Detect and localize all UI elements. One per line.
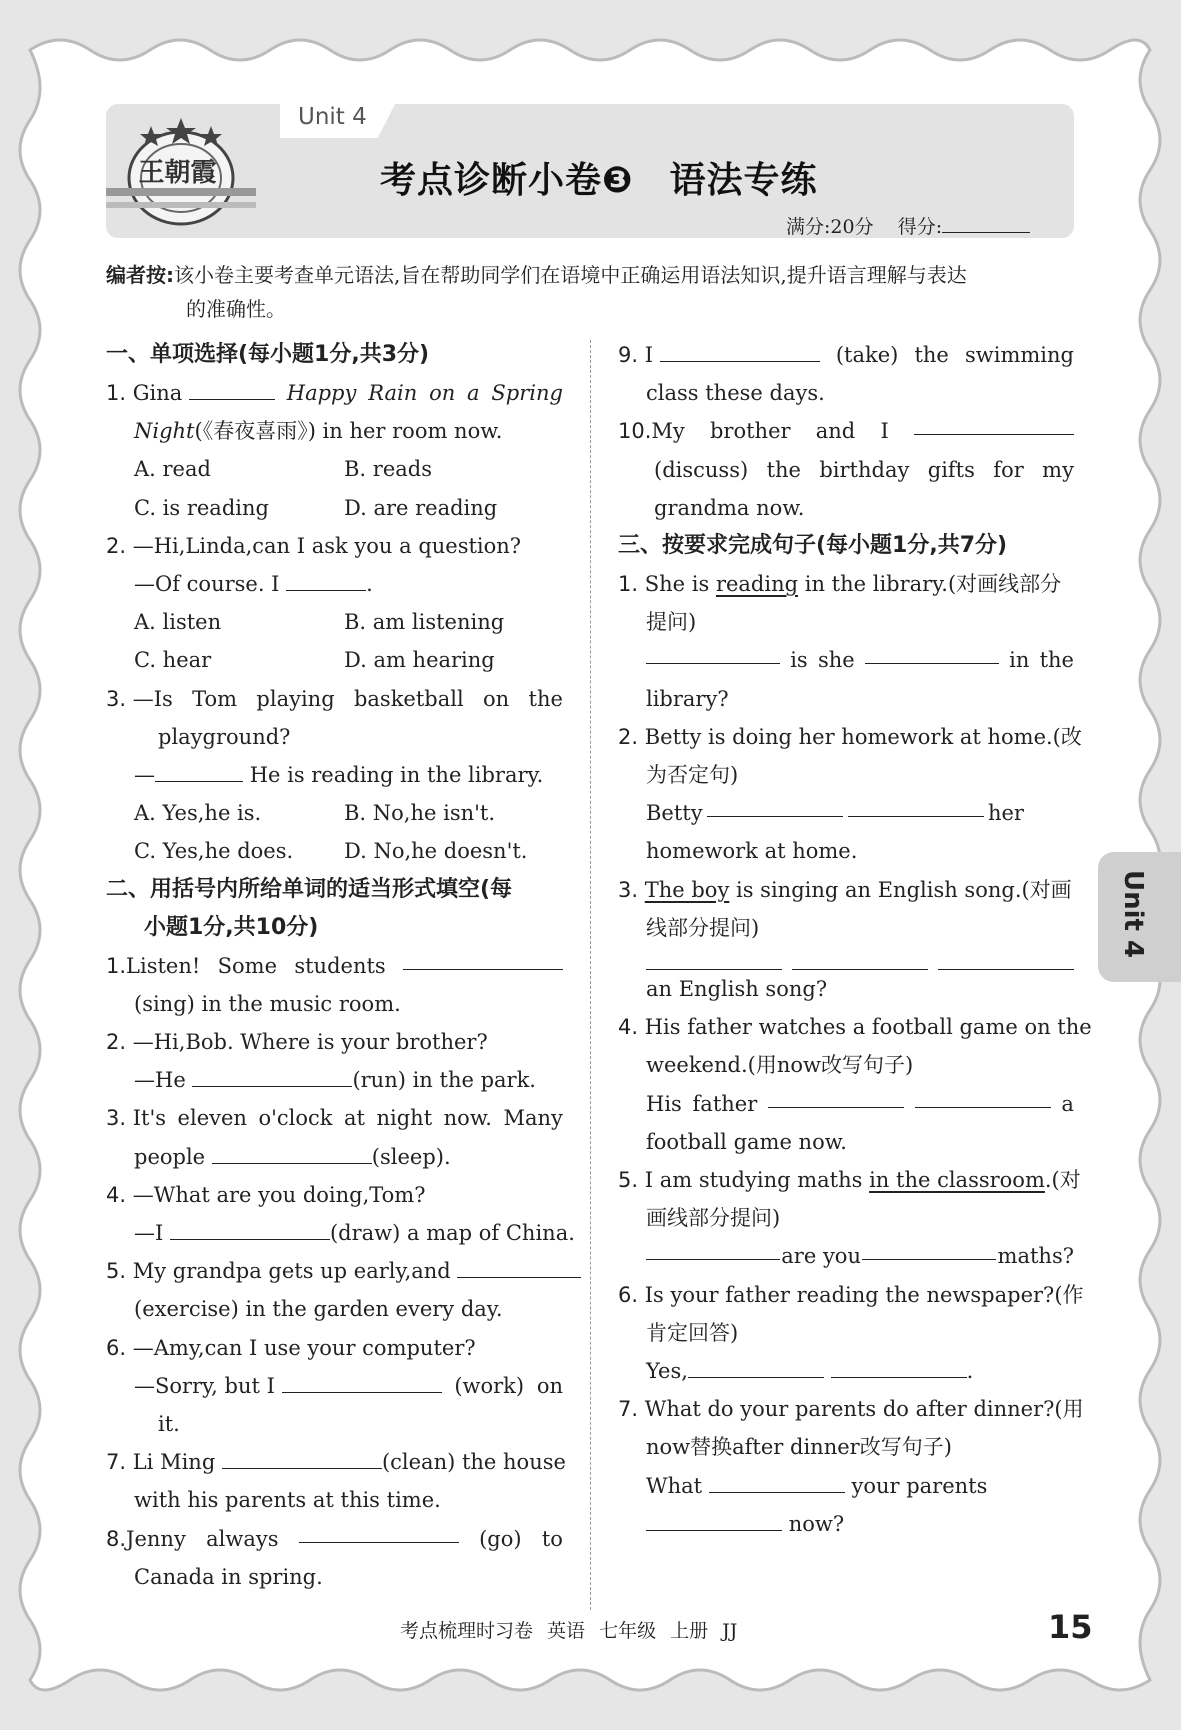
q-text: she	[817, 648, 855, 673]
answer-blank[interactable]	[707, 794, 843, 817]
answer-blank[interactable]	[222, 1446, 382, 1469]
q-text: —Of course. I	[134, 572, 280, 597]
s2-q7-line1	[106, 1443, 566, 1481]
note-line2: 的准确性。	[186, 297, 286, 321]
option-d[interactable]: D. am hearing	[344, 648, 495, 673]
right-column	[618, 336, 1092, 1543]
q-text: now?	[788, 1511, 845, 1536]
s2-q4-line2	[106, 1214, 575, 1252]
q-num: 6.	[106, 1335, 127, 1360]
q-text: maths?	[997, 1244, 1074, 1269]
option-b[interactable]: B. reads	[344, 457, 432, 482]
s2-q7-line2: with his parents at this time.	[134, 1488, 441, 1513]
q-text: eleven	[177, 1106, 247, 1131]
q-text: (work)	[454, 1373, 525, 1398]
s3-q7-line3	[618, 1467, 1074, 1505]
answer-blank[interactable]	[768, 1085, 904, 1108]
q-num: 5.	[106, 1259, 127, 1284]
s3-q4-line2: weekend.(用now改写句子)	[646, 1053, 914, 1078]
s1-q2-line2	[106, 565, 563, 603]
option-c[interactable]: C. hear	[134, 648, 212, 673]
q-text: birthday	[819, 457, 910, 482]
s2-q10-line3: grandma now.	[654, 495, 805, 520]
s2-q8-line1	[106, 1520, 563, 1558]
score-got: 得分:	[897, 216, 943, 238]
s2-q5-line2: (exercise) in the garden every day.	[134, 1297, 503, 1322]
q-text: (discuss)	[654, 457, 749, 482]
option-a[interactable]: A. listen	[134, 610, 222, 635]
answer-blank[interactable]	[938, 947, 1074, 970]
answer-blank[interactable]	[914, 412, 1074, 435]
s1-q1-opts1	[106, 450, 563, 488]
q-text: Many	[503, 1106, 563, 1131]
score-line	[786, 212, 1030, 239]
q-text: Some	[217, 953, 278, 978]
q-num: 6.	[618, 1282, 639, 1307]
s3-q2-line1	[618, 718, 1082, 756]
q-text: Is your father reading the newspaper?(作	[644, 1282, 1084, 1307]
q-num: 3.	[618, 877, 639, 902]
q-num: 1.	[106, 953, 127, 978]
answer-blank[interactable]	[170, 1217, 330, 1240]
q-num: 2.	[106, 533, 127, 558]
option-c[interactable]: C. is reading	[134, 495, 269, 520]
s3-q2-line2: 为否定句)	[646, 763, 739, 788]
q-text: basketball	[353, 686, 464, 711]
q-text: —What are you doing,Tom?	[132, 1182, 426, 1207]
s1-q2-line1	[106, 527, 563, 565]
option-b[interactable]: B. No,he isn't.	[344, 801, 496, 826]
s2-q2-line2	[106, 1061, 563, 1099]
q-text: the	[766, 457, 801, 482]
q-text: the	[528, 686, 563, 711]
option-a[interactable]: A. read	[134, 457, 211, 482]
s3-q1-line1	[618, 565, 1074, 603]
s3-q6-line3	[618, 1352, 1074, 1390]
q-num: 5.	[618, 1168, 639, 1193]
q-text: Betty is doing her homework at home.(改	[644, 724, 1082, 749]
q-num: 1.	[618, 572, 639, 597]
s3-q3-line2: 线部分提问)	[646, 915, 760, 940]
q-text: (draw) a map of China.	[329, 1221, 575, 1246]
q-text: Yes,	[646, 1359, 688, 1384]
s3-q6-line1	[618, 1276, 1084, 1314]
q-text: I	[880, 419, 889, 444]
s2-q10-line1	[618, 412, 1074, 450]
title-part1: 考点诊断小卷❸	[380, 160, 634, 201]
q-text: .	[966, 1359, 974, 1384]
q-text: on	[429, 381, 456, 405]
answer-blank[interactable]	[792, 947, 928, 970]
s3-q6-line2: 肯定回答)	[646, 1320, 739, 1345]
s1-q3-opts1	[106, 794, 563, 832]
answer-blank[interactable]	[862, 1237, 996, 1260]
q-text: are you	[781, 1244, 861, 1269]
q-text: Happy	[286, 381, 357, 405]
q-text: Betty	[646, 801, 703, 826]
q-text: the	[1039, 648, 1074, 673]
s3-q5-line1	[618, 1161, 1081, 1199]
logo-text: 王朝霞	[138, 158, 217, 188]
q-text: (《春夜喜雨》) in her room now.	[194, 419, 503, 444]
unit-label: Unit 4	[298, 104, 367, 130]
answer-blank[interactable]	[688, 1355, 824, 1378]
q-text: Listen!	[126, 953, 201, 978]
side-tab-label: Unit 4	[1118, 870, 1148, 959]
s1-q2-opts1	[106, 603, 563, 641]
q-text: My grandpa gets up early,and	[132, 1259, 451, 1284]
q-text: —Sorry, but I	[134, 1373, 275, 1398]
title-part2: 语法专练	[669, 160, 818, 201]
q-text: on	[536, 1373, 563, 1398]
editor-note	[106, 258, 1074, 326]
q-text: is	[790, 648, 808, 673]
answer-blank[interactable]	[403, 947, 563, 970]
q-text: playing	[256, 686, 335, 711]
s2-q6-line3: it.	[158, 1412, 180, 1437]
q-text: Rain	[368, 381, 418, 405]
s2-q6-line1	[106, 1329, 563, 1367]
score-blank[interactable]	[942, 216, 1030, 233]
s3-q1-line2: 提问)	[646, 610, 697, 635]
s1-q1-line1	[106, 374, 563, 412]
s3-q5-line3	[618, 1237, 1074, 1275]
q-text: swimming	[965, 343, 1074, 367]
q-text: It's	[132, 1106, 167, 1131]
s1-q1-opts2	[106, 489, 563, 527]
q-text: in	[1009, 648, 1030, 673]
q-text: —	[134, 763, 155, 788]
q-text: —Is	[132, 686, 173, 711]
q-num: 7.	[106, 1450, 127, 1475]
s3-q3-line1	[618, 871, 1074, 909]
q-num: 4.	[618, 1015, 639, 1040]
q-text: Spring	[491, 381, 563, 405]
q-num: 3.	[106, 686, 127, 711]
q-text: to	[541, 1526, 563, 1551]
s1-q3-line1	[106, 680, 563, 718]
s3-q7-line4	[618, 1505, 1074, 1543]
s3-q4-line3	[618, 1085, 1074, 1123]
s2-q9-line2: class these days.	[646, 381, 825, 406]
q-text: (sleep).	[371, 1144, 451, 1169]
q-text: brother	[709, 419, 791, 444]
s3-q4-line4: football game now.	[646, 1129, 847, 1154]
q-text: in the library.(对画线部分	[804, 572, 1062, 597]
s1-q3-line3	[106, 756, 563, 794]
option-a[interactable]: A. Yes,he is.	[134, 801, 262, 826]
s3-q1-line3	[618, 641, 1074, 679]
s2-q3-line1	[106, 1099, 563, 1137]
answer-blank[interactable]	[155, 759, 243, 782]
s3-q2-line3	[618, 794, 1074, 832]
q-text: Jenny	[126, 1526, 186, 1551]
s2-q5-line1	[106, 1252, 563, 1290]
q-text: .(对	[1044, 1168, 1081, 1193]
q-text: I am studying maths	[644, 1168, 863, 1193]
q-text: father	[692, 1091, 758, 1116]
answer-blank[interactable]	[192, 1064, 352, 1087]
q-text: now.	[443, 1106, 492, 1131]
q-text: and	[815, 419, 856, 444]
answer-blank[interactable]	[646, 1237, 780, 1260]
answer-blank[interactable]	[286, 568, 366, 591]
answer-blank[interactable]	[646, 641, 780, 664]
q-text: His father watches a football game on the	[644, 1015, 1092, 1040]
s3-q1-line4: library?	[646, 686, 729, 711]
s1-q1-line2	[106, 412, 563, 450]
q-text: her	[987, 801, 1024, 826]
q-text: (clean) the house	[381, 1450, 566, 1475]
s1-q3-line2: playground?	[158, 724, 291, 749]
answer-blank[interactable]	[660, 339, 820, 362]
q-num: 3.	[106, 1106, 127, 1131]
q-text: my	[1042, 457, 1074, 482]
answer-blank[interactable]	[915, 1085, 1051, 1108]
s2-q3-line2	[106, 1138, 563, 1176]
q-text: What do your parents do after dinner?(用	[644, 1397, 1084, 1422]
q-text: for	[993, 457, 1024, 482]
option-b[interactable]: B. am listening	[344, 610, 505, 635]
option-c[interactable]: C. Yes,he does.	[134, 839, 294, 864]
q-text: the	[914, 343, 949, 367]
s2-q2-line1	[106, 1023, 563, 1061]
q-text: Gina	[132, 381, 183, 405]
s1-q2-opts2	[106, 641, 563, 679]
note-line1: 该小卷主要考查单元语法,旨在帮助同学们在语境中正确运用语法知识,提升语言理解与表达	[174, 263, 967, 287]
q-text: (run) in the park.	[352, 1068, 536, 1093]
q-num: 2.	[106, 1030, 127, 1055]
underlined-text: in the classroom	[869, 1168, 1045, 1193]
q-text: He is reading in the library.	[249, 763, 544, 788]
answer-blank[interactable]	[189, 377, 275, 400]
q-text: She is	[644, 572, 710, 597]
q-text: —Amy,can I use your computer?	[132, 1335, 476, 1360]
q-text: (take)	[835, 343, 899, 367]
q-text: students	[294, 953, 386, 978]
s3-q7-line2: now替换after dinner改写句子)	[646, 1435, 952, 1460]
section1-title: 一、单项选择(每小题1分,共3分)	[106, 342, 430, 367]
q-text: —Hi,Linda,can I ask you a question?	[132, 533, 522, 558]
q-num: 9.	[618, 343, 639, 367]
answer-blank[interactable]	[646, 947, 782, 970]
answer-blank[interactable]	[282, 1370, 442, 1393]
s3-q5-line2: 画线部分提问)	[646, 1206, 781, 1231]
s3-q2-line4: homework at home.	[646, 839, 858, 864]
page-number: 15	[1048, 1608, 1093, 1646]
q-text: What	[646, 1473, 703, 1498]
s2-q6-line2	[106, 1367, 563, 1405]
answer-blank[interactable]	[831, 1355, 967, 1378]
score-full: 满分:20分	[786, 216, 874, 238]
q-text: people	[134, 1144, 206, 1169]
q-text: Tom	[192, 686, 238, 711]
s3-q3-line4: an English song?	[646, 977, 828, 1002]
q-text: My	[651, 419, 685, 444]
s2-q1-line2: (sing) in the music room.	[134, 991, 401, 1016]
column-divider	[590, 340, 591, 1610]
s2-q4-line1	[106, 1176, 563, 1214]
q-text: Night	[134, 419, 195, 444]
q-num: 4.	[106, 1182, 127, 1207]
answer-blank[interactable]	[646, 1508, 782, 1531]
s1-q3-opts2	[106, 832, 563, 870]
q-text: —He	[134, 1068, 186, 1093]
q-text: is singing an English song.(对画	[736, 877, 1072, 902]
q-num: 7.	[618, 1397, 639, 1422]
answer-blank[interactable]	[848, 794, 984, 817]
q-num: 1.	[106, 381, 127, 405]
q-text: —Hi,Bob. Where is your brother?	[132, 1030, 488, 1055]
q-text: .	[366, 572, 373, 597]
underlined-text: The boy	[644, 877, 730, 902]
answer-blank[interactable]	[709, 1470, 845, 1493]
q-num: 2.	[618, 724, 639, 749]
s3-q7-line1	[618, 1390, 1084, 1428]
q-text: I	[644, 343, 654, 367]
section2-title-line2: 小题1分,共10分)	[144, 914, 319, 940]
q-text: —I	[134, 1221, 164, 1246]
q-text: a	[467, 381, 480, 405]
q-text: o'clock	[258, 1106, 333, 1131]
section2-title-line1: 二、用括号内所给单词的适当形式填空(每	[106, 876, 513, 902]
s3-q4-line1	[618, 1008, 1092, 1046]
page-title	[380, 152, 818, 203]
section3-title: 三、按要求完成句子(每小题1分,共7分)	[618, 533, 1008, 559]
q-num: 10.	[618, 419, 652, 444]
left-column	[106, 336, 575, 1596]
footer-text: 考点梳理时习卷 英语 七年级 上册 JJ	[400, 1620, 738, 1642]
q-text: your parents	[851, 1473, 988, 1498]
note-label: 编者按:	[106, 263, 174, 287]
q-text: (go)	[479, 1526, 522, 1551]
q-text: a	[1061, 1091, 1074, 1116]
underlined-text: reading	[715, 572, 799, 597]
q-text: always	[206, 1526, 279, 1551]
q-num: 8.	[106, 1526, 127, 1551]
answer-blank[interactable]	[457, 1255, 581, 1278]
answer-blank[interactable]	[299, 1520, 459, 1543]
answer-blank[interactable]	[212, 1141, 372, 1164]
q-text: night	[376, 1106, 433, 1131]
q-text: His	[646, 1091, 682, 1116]
option-d[interactable]: D. No,he doesn't.	[344, 839, 528, 864]
q-text: on	[483, 686, 510, 711]
q-text: Li Ming	[132, 1450, 216, 1475]
answer-blank[interactable]	[865, 641, 999, 664]
s2-q10-line2	[618, 451, 1074, 489]
q-text: gifts	[927, 457, 975, 482]
option-d[interactable]: D. are reading	[344, 495, 498, 520]
s3-q3-line3	[618, 947, 1074, 970]
s2-q9-line1	[618, 336, 1074, 374]
s2-q8-line2: Canada in spring.	[134, 1564, 323, 1589]
s2-q1-line1	[106, 947, 563, 985]
q-text: at	[344, 1106, 365, 1131]
